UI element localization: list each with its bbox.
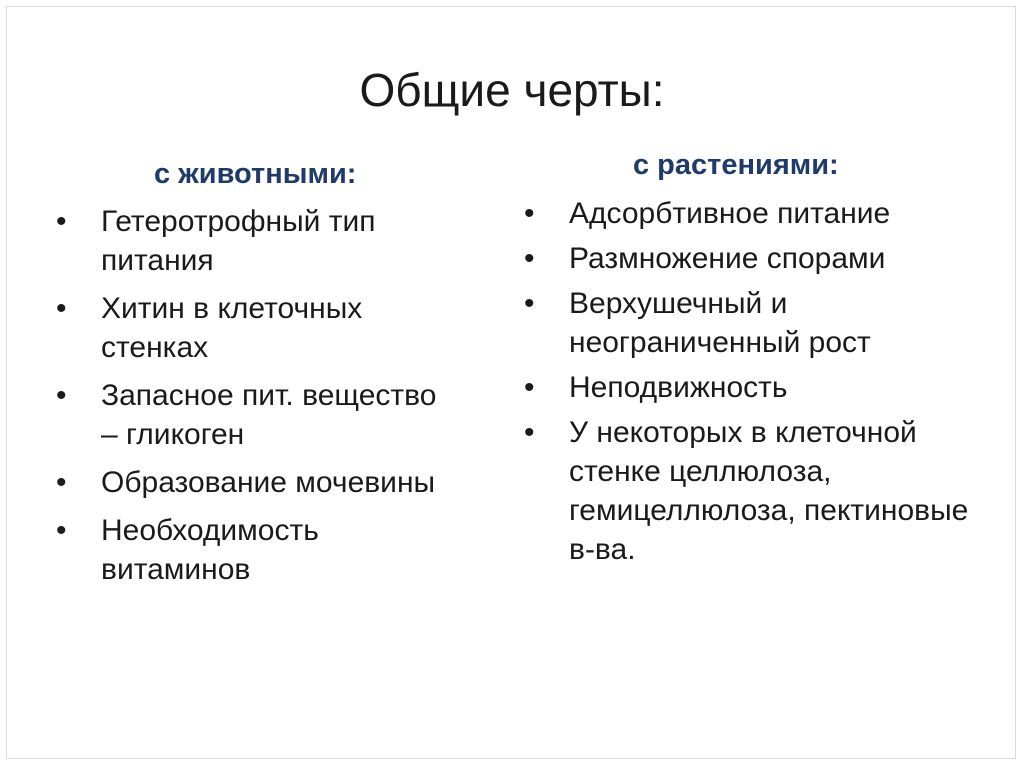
list-item-text: Гетеротрофный тип питания bbox=[101, 205, 376, 277]
list-item-text: Размножение спорами bbox=[569, 242, 886, 275]
list-item-text: Запасное пит. вещество – гликоген bbox=[101, 379, 437, 451]
plants-list bbox=[524, 194, 994, 575]
list-item bbox=[56, 289, 456, 367]
list-item bbox=[56, 202, 456, 280]
list-item-text: Образование мочевины bbox=[101, 466, 436, 499]
plants-heading: с растениями: bbox=[633, 149, 839, 181]
list-item bbox=[524, 284, 994, 362]
slide-title: Общие черты: bbox=[359, 64, 665, 116]
list-item bbox=[524, 368, 994, 407]
bullet-icon bbox=[524, 368, 544, 407]
list-item bbox=[56, 376, 456, 454]
bullet-icon bbox=[56, 511, 76, 550]
list-item bbox=[524, 239, 994, 278]
list-item bbox=[56, 463, 456, 502]
list-item bbox=[524, 194, 994, 233]
bullet-icon bbox=[524, 413, 544, 452]
bullet-icon bbox=[56, 289, 76, 328]
list-item-text: Адсорбтивное питание bbox=[569, 197, 891, 230]
bullet-icon bbox=[524, 239, 544, 278]
bullet-icon bbox=[524, 194, 544, 233]
list-item-text: У некоторых в клеточной стенке целлюлоза, гемицеллюлоза, пектиновые в-ва. bbox=[569, 416, 969, 566]
list-item bbox=[56, 511, 456, 589]
bullet-icon bbox=[56, 376, 76, 415]
animals-heading: с животными: bbox=[154, 158, 357, 190]
list-item-text: Верхушечный и неограниченный рост bbox=[569, 287, 871, 359]
bullet-icon bbox=[56, 202, 76, 241]
bullet-icon bbox=[524, 284, 544, 323]
list-item bbox=[524, 413, 994, 569]
list-item-text: Неподвижность bbox=[569, 371, 788, 404]
bullet-icon bbox=[56, 463, 76, 502]
animals-list bbox=[56, 202, 456, 598]
list-item-text: Необходимость витаминов bbox=[101, 514, 319, 586]
list-item-text: Хитин в клеточных стенках bbox=[101, 292, 363, 364]
